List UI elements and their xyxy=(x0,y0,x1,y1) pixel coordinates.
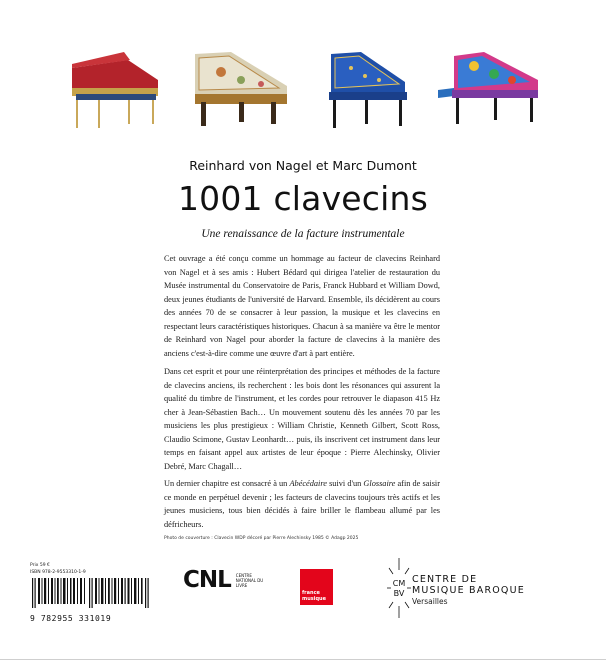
cmbv-subtitle: Versailles xyxy=(412,597,448,606)
p3-part-b: suivi d'un xyxy=(326,479,364,488)
isbn-label: ISBN 978-2-9553310-1-9 xyxy=(30,570,86,575)
cmbv-mark-bottom: BV xyxy=(393,589,405,598)
france-musique-logo xyxy=(300,569,333,605)
barcode-bars xyxy=(30,578,155,608)
paragraph-3-text xyxy=(164,477,440,531)
cmbv-mark-top: CM xyxy=(392,579,406,588)
barcode-block xyxy=(30,562,170,623)
authors: Reinhard von Nagel et Marc Dumont xyxy=(189,158,417,173)
cmbv-name xyxy=(412,574,525,596)
paragraph-2-text: Dans cet esprit et pour une réinterprétation des principes et méthodes de la facture de clavecins anciens, ils recherchent : les bois dont les résonances qui assurent la qualité du timbre de l'instrument, et les cordes pour retrouver le diapason 415 Hz cher à Jean-Sébastien Bach… Un mouvement soutenu dès les années 70 par les musiciens les plus prestigieux : William Christie, Kenneth Gilbert, Scott Ross, Claudio Scimone, Gustav Leonhardt… puis, ils inscrivent cet instrument dans leur temps en faisant appel aux artistes de leur époque : Pierre Alechinsky, Olivier Debré, Marc Chagall… xyxy=(164,367,440,471)
cmbv-name-line-1: CENTRE DE xyxy=(412,574,478,585)
paragraph-2 xyxy=(164,365,440,473)
p3-part-c: afin de saisir ce monde en perpétuel devenir ; les facteurs de clavecins toujours très actifs et les jeunes musiciens, tous bien décidés à faire briller le flambeau allumé par les défricheurs. xyxy=(164,479,440,529)
paragraph-1-text: Cet ouvrage a été conçu comme un hommage au facteur de clavecins Reinhard von Nagel et à ses amis : Hubert Bédard qui dirigea l'atelier de restauration du Musée instrumental du Conservatoire de Paris, Franck Hubbard et William Dowd, deux jeunes étudiants de l'université de Harvard. Ensemble, ils décidèrent au cours des années 70 de se consacrer à leur passion, la musique et les clavecins en respectant leurs caractéristiques historiques. Chacun à sa manière va être le mentor de Reinhard von Nagel pour aborder la facture de clavecins à la manière des anciens c'est-à-dire comme une œuvre d'art à part entière. xyxy=(164,254,440,358)
glossaire-term: Glossaire xyxy=(363,479,396,488)
photo-credit: Photo de couverture : Clavecin WDP décoré par Pierre Alechinsky 1985 © Adagp 2025 xyxy=(164,536,359,541)
barcode-digits: 9 782955 331019 xyxy=(30,614,112,623)
book-subtitle: Une renaissance de la facture instrumentale xyxy=(201,228,405,240)
harpsichord-painted-image xyxy=(434,50,544,130)
cnl-subtitle: CENTRE NATIONAL DU LIVRE xyxy=(235,572,264,588)
france-musique-text: france musique xyxy=(302,590,326,602)
cnl-mark: CNL xyxy=(183,567,231,593)
cmbv-name-line-2: MUSIQUE BAROQUE xyxy=(412,585,525,596)
p3-part-a: Un dernier chapitre est consacré à un xyxy=(164,479,290,488)
harpsichord-blue-image xyxy=(321,50,421,130)
harpsichord-red-image xyxy=(68,50,168,130)
cnl-logo xyxy=(183,567,266,593)
cmbv-emblem xyxy=(385,556,413,625)
book-title: 1001 clavecins xyxy=(177,179,429,218)
price-label: Prix 59 € xyxy=(30,563,50,568)
paragraph-3 xyxy=(164,477,440,531)
paragraph-1 xyxy=(164,252,440,360)
harpsichord-gilded-image xyxy=(191,50,301,130)
abecedaire-term: Abécédaire xyxy=(289,479,327,488)
